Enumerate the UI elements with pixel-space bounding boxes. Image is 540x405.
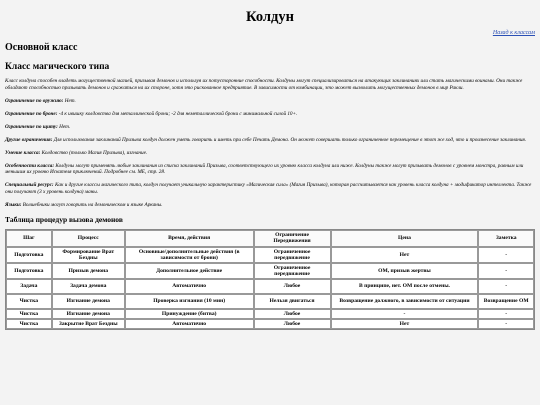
detail-paragraph	[5, 98, 535, 105]
table-cell: Подготовка	[6, 263, 52, 279]
table-header-cell: Процесс	[52, 230, 125, 247]
detail-paragraph	[5, 137, 535, 144]
detail-paragraph	[5, 124, 535, 131]
table-cell: -	[478, 247, 534, 263]
table-cell: Нет	[331, 247, 479, 263]
table-header-cell: Ограничение Передвижения	[254, 230, 331, 247]
detail-label: Особенности класса:	[5, 162, 55, 169]
table-cell: Любое	[254, 279, 331, 294]
table-header-cell: Цена	[331, 230, 479, 247]
back-link-row	[5, 30, 535, 36]
sub-heading: Класс магического типа	[5, 62, 110, 72]
table-cell: Ограниченное передвижение	[254, 247, 331, 263]
table-cell: Проверка изгнания (10 мин)	[125, 294, 254, 309]
detail-text: -4 к ивишку колдовства для металлической брони; -2 для неметаллической брони с минимальной силой 10+.	[57, 110, 298, 117]
table-cell: -	[478, 279, 534, 294]
table-cell: Дополнительное действие	[125, 263, 254, 279]
detail-text: Нет.	[57, 123, 71, 130]
table-cell: Любое	[254, 319, 331, 329]
detail-label: Другие ограничения:	[5, 136, 53, 143]
detail-text: Колдовство (только Магия Призыва), изгнание.	[40, 149, 148, 156]
intro-paragraph: Класс колдуна способен владеть могущественной магией, призывая демонов и используя их потусторонние способности. Колдуны могут специализироваться на атакующих заклинаниях или стать магическими воинами. Они также обладают способностью призывать демонов и сражаться на их стороне, хотя это рискованное предприятие. В зависимости от комбинации, это может вызволить могущественных демонов в мир Ракли.	[5, 78, 523, 91]
table-cell: Возвращение должного, в зависимости от ситуации	[331, 294, 479, 309]
table-cell: Нет	[331, 319, 479, 329]
table-cell: -	[478, 319, 534, 329]
table-cell: -	[478, 309, 534, 319]
detail-label: Умение класса:	[5, 149, 41, 156]
table-cell: Возвращение ОМ	[478, 294, 534, 309]
detail-label: Ограничение по оружию:	[5, 97, 64, 104]
detail-paragraph	[5, 150, 535, 157]
table-cell: -	[331, 309, 479, 319]
table-header-cell: Время, действия	[125, 230, 254, 247]
table-cell: Изгнание демона	[52, 309, 125, 319]
detail-paragraph	[5, 202, 535, 209]
detail-paragraph	[5, 182, 535, 195]
table-cell: Изгнание демона	[52, 294, 125, 309]
back-to-classes-link[interactable]: Назад к классам	[492, 30, 535, 36]
table-cell: Чистка	[6, 294, 52, 309]
table-cell: Чистка	[6, 309, 52, 319]
table-cell: Формирование Врат Бездны	[52, 247, 125, 263]
detail-paragraph	[5, 163, 535, 176]
table-cell: Подготовка	[6, 247, 52, 263]
detail-text: Волшебники могут говорить на демоническом и языке Арканы.	[21, 201, 163, 208]
table-cell: Автоматично	[125, 319, 254, 329]
table-cell: -	[478, 263, 534, 279]
detail-label: Языки:	[5, 201, 22, 208]
table-cell: Закрытие Врат Бездны	[52, 319, 125, 329]
table-row	[6, 279, 534, 294]
detail-text: Как и другие классы магического типа, колдун получает уникальную характеристику «Магическая сила» (Магия Призыва), которая рассчитывается как уровень класса колдуна + модификатор интеллекта. Также они получают (3 х уровень колдуна) маны.	[5, 182, 532, 195]
table-cell: Призыв демона	[52, 263, 125, 279]
table-cell: Основные/дополнительные действия (в зависимости от брони)	[125, 247, 254, 263]
table-cell: Нельзя двигаться	[254, 294, 331, 309]
main-heading: Основной класс	[5, 42, 78, 53]
table-cell: Задача	[6, 279, 52, 294]
table-header-cell: Шаг	[6, 230, 52, 247]
detail-text: Для использования заклинаний Призыва колдун должен уметь говорить и иметь при себе Печать Демона. Он может совершать только ограниченное перемещение в этот же ход, что и произнесение заклинания.	[52, 136, 527, 143]
page-title: Колдун	[246, 9, 294, 25]
table-cell: Задача демона	[52, 279, 125, 294]
table-cell: Любое	[254, 309, 331, 319]
table-row	[6, 294, 534, 309]
summoning-table	[5, 229, 535, 330]
detail-text: Колдуны могут применять любые заклинания из списка заклинаний Призыва, соответствующего их уровню класса колдуна или ниже. Колдуны также могут призывать демонов с уровнем монстра, равным или меньшим их уровню Искателя приключений. Подробнее см. МЕ, стр. 28.	[5, 162, 524, 175]
detail-label: Специальный ресурс:	[5, 182, 54, 188]
table-header-row	[6, 230, 534, 247]
detail-paragraph	[5, 111, 535, 118]
class-details	[5, 98, 535, 209]
table-row	[6, 319, 534, 329]
detail-label: Ограничение по броне:	[5, 110, 58, 117]
table-cell: ОМ, призыв жертвы	[331, 263, 479, 279]
table-title: Таблица процедур вызова демонов	[5, 214, 123, 224]
table-header-cell: Заметка	[478, 230, 534, 247]
table-cell: Ограниченное передвижение	[254, 263, 331, 279]
detail-text: Нет.	[63, 97, 76, 104]
table-row	[6, 263, 534, 279]
table-cell: В принципе, нет. ОМ после отмены.	[331, 279, 479, 294]
detail-label: Ограничение по щиту:	[5, 123, 58, 130]
table-row	[6, 247, 534, 263]
table-row	[6, 309, 534, 319]
table-cell: Автоматично	[125, 279, 254, 294]
table-cell: Принуждение (битва)	[125, 309, 254, 319]
table-cell: Чистка	[6, 319, 52, 329]
